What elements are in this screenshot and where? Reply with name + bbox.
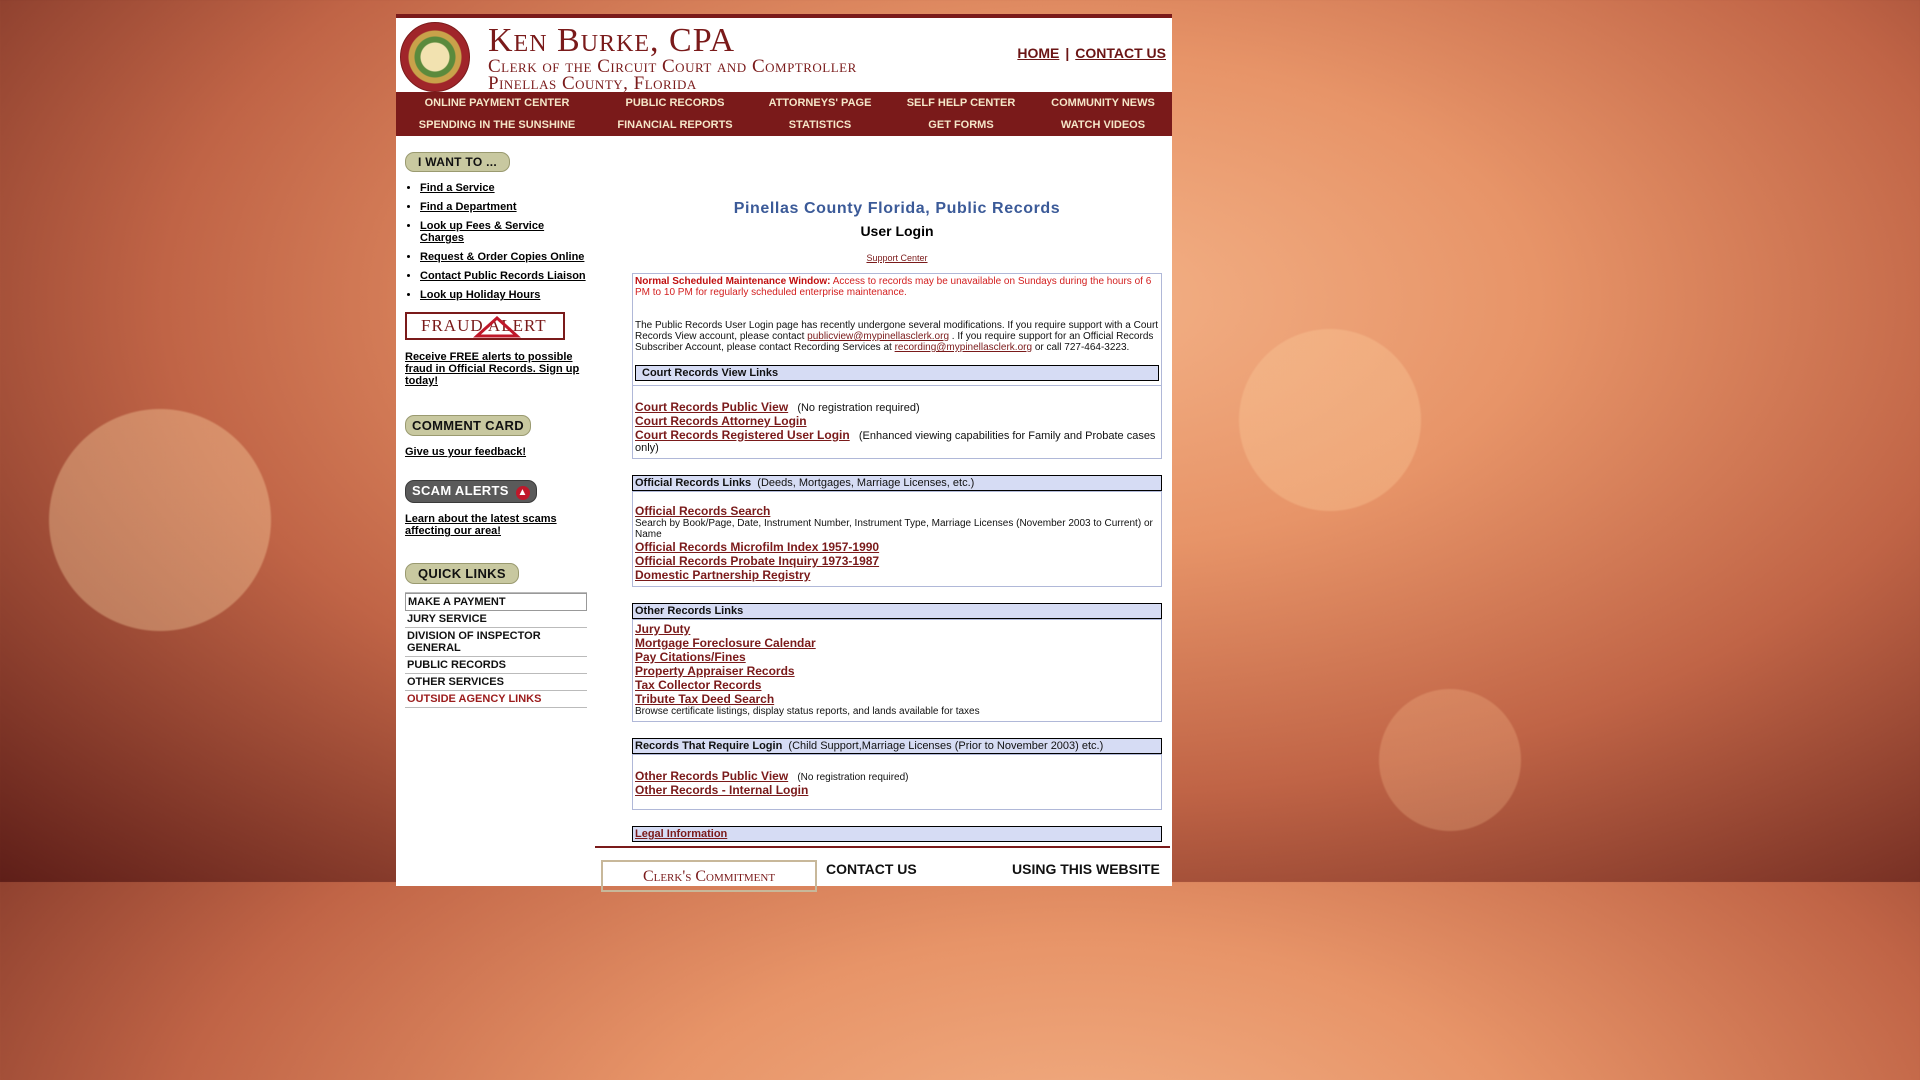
official-records-header-title: Official Records Links (635, 477, 752, 489)
fraud-alert-signup-link[interactable]: Receive FREE alerts to possible fraud in Official Records. Sign up today! (405, 351, 580, 387)
main-content (632, 152, 1162, 842)
official-probate-row (635, 554, 1159, 568)
maintenance-label: Normal Scheduled Maintenance Window: (635, 276, 831, 287)
legal-information-link[interactable]: Legal Information (635, 828, 728, 840)
nav-attorneys-page[interactable]: ATTORNEYS' PAGE (768, 97, 872, 109)
court-public-view-note: (No registration required) (797, 402, 920, 414)
contact-us-link[interactable]: CONTACT US (1075, 45, 1166, 61)
scam-alerts-link[interactable]: Learn about the latest scams affecting our area! (405, 513, 557, 537)
maintenance-text: Access to records may be unavailable on Sundays during the hours of 6 PM to 10 PM for regularly scheduled enterprise maintenance. (635, 276, 1152, 298)
nav-statistics[interactable]: STATISTICS (788, 119, 852, 131)
nav-financial-reports[interactable]: FINANCIAL REPORTS (617, 119, 733, 131)
fraud-alert-triangle-icon (467, 314, 527, 338)
court-records-attorney-login-link[interactable]: Court Records Attorney Login (635, 414, 807, 428)
footer (595, 846, 1170, 888)
quick-link-make-payment[interactable]: MAKE A PAYMENT (405, 593, 587, 611)
list-item (635, 692, 1159, 706)
scam-alerts-heading-text: SCAM ALERTS (412, 483, 509, 498)
court-records-public-view-link[interactable]: Court Records Public View (635, 400, 789, 414)
brand-subtitle-clerk: Clerk of the Circuit Court and Comptroller (488, 56, 857, 77)
court-registered-note: (Enhanced viewing capabilities for Family and Probate cases only) (635, 430, 1156, 454)
quick-link-jury-service[interactable]: JURY SERVICE (405, 611, 587, 628)
other-records-internal-login-link[interactable]: Other Records - Internal Login (635, 783, 809, 797)
login-required-header (632, 738, 1162, 754)
legal-information-bar (632, 826, 1162, 842)
page-title: Pinellas County Florida, Public Records (733, 200, 1061, 217)
quick-link-public-records[interactable]: PUBLIC RECORDS (405, 657, 587, 674)
list-item (635, 678, 1159, 692)
nav-public-records[interactable]: PUBLIC RECORDS (625, 97, 725, 109)
main-nav (396, 92, 1172, 136)
top-links-separator: | (1065, 45, 1070, 61)
login-notice (635, 320, 1159, 353)
official-records-header-note: (Deeds, Mortgages, Marriage Licenses, etc.) (757, 477, 975, 489)
holiday-hours-link[interactable]: Look up Holiday Hours (420, 289, 541, 301)
list-item (420, 201, 587, 213)
quick-link-outside-agency[interactable]: OUTSIDE AGENCY LINKS (405, 691, 587, 708)
request-copies-link[interactable]: Request & Order Copies Online (420, 251, 585, 263)
list-item (635, 664, 1159, 678)
list-item (420, 220, 587, 244)
other-records-header: Other Records Links (632, 603, 1162, 619)
list-item (635, 636, 1159, 650)
property-appraiser-link[interactable]: Property Appraiser Records (635, 664, 795, 678)
brand-subtitle-county: Pinellas County, Florida (488, 73, 697, 94)
official-records-box (632, 491, 1162, 587)
login-required-header-note: (Child Support,Marriage Licenses (Prior to November 2003) etc.) (788, 740, 1104, 752)
home-link[interactable]: HOME (1017, 45, 1060, 61)
notice-text-1: The Public Records User Login page has recently undergone several modifications. If you require support with a Court Records View account, please contact (635, 320, 1159, 342)
brand-name: Ken Burke, CPA (488, 22, 736, 59)
court-public-view-row (635, 400, 1159, 414)
court-attorney-row (635, 414, 1159, 428)
quick-link-other-services[interactable]: OTHER SERVICES (405, 674, 587, 691)
i-want-to-list (405, 182, 587, 301)
clerks-commitment-banner[interactable]: Clerk's Commitment (601, 860, 817, 892)
nav-watch-videos[interactable]: WATCH VIDEOS (1060, 119, 1146, 131)
quick-links-list (405, 592, 587, 708)
i-want-to-heading: I WANT TO ... (405, 152, 510, 172)
internal-login-row (635, 783, 1159, 797)
official-search-row (635, 504, 1159, 518)
official-records-header (632, 475, 1162, 491)
support-center (632, 253, 1162, 263)
notice-text-2: . If you require support for an Official Records Subscriber Account, please contact Recording Services at (635, 331, 1154, 353)
publicview-email-link[interactable]: publicview@mypinellasclerk.org (807, 331, 950, 342)
domestic-partnership-link[interactable]: Domestic Partnership Registry (635, 568, 811, 582)
official-records-microfilm-link[interactable]: Official Records Microfilm Index 1957-1990 (635, 540, 880, 554)
maintenance-notice-box (632, 273, 1162, 386)
nav-row-2 (396, 114, 1172, 136)
court-records-box (632, 386, 1162, 459)
tax-collector-link[interactable]: Tax Collector Records (635, 678, 762, 692)
quick-link-inspector-general[interactable]: DIVISION OF INSPECTOR GENERAL (405, 628, 587, 657)
page-subtitle: User Login (860, 223, 934, 239)
mortgage-foreclosure-link[interactable]: Mortgage Foreclosure Calendar (635, 636, 816, 650)
contact-liaison-link[interactable]: Contact Public Records Liaison (420, 270, 586, 282)
other-records-public-view-link[interactable]: Other Records Public View (635, 769, 789, 783)
warning-icon: ▲ (517, 487, 528, 498)
nav-community-news[interactable]: COMMUNITY NEWS (1051, 97, 1155, 109)
page-container (396, 14, 1172, 886)
find-a-service-link[interactable]: Find a Service (420, 182, 495, 194)
site-header (396, 18, 1172, 92)
look-up-fees-link[interactable]: Look up Fees & Service Charges (420, 220, 545, 244)
nav-self-help-center[interactable]: SELF HELP CENTER (906, 97, 1016, 109)
list-item (635, 650, 1159, 664)
tribute-note: Browse certificate listings, display status reports, and lands available for taxes (635, 706, 980, 717)
official-records-probate-link[interactable]: Official Records Probate Inquiry 1973-1987 (635, 554, 880, 568)
footer-contact-us-heading: CONTACT US (826, 861, 917, 877)
court-records-header: Court Records View Links (635, 365, 1159, 381)
county-seal-logo[interactable] (400, 22, 470, 92)
login-required-box (632, 754, 1162, 810)
maintenance-notice (635, 276, 1159, 298)
fraud-alert-logo[interactable] (405, 312, 565, 340)
list-item (635, 622, 1159, 636)
court-records-registered-login-link[interactable]: Court Records Registered User Login (635, 428, 850, 442)
nav-online-payment-center[interactable]: ONLINE PAYMENT CENTER (424, 97, 570, 109)
official-search-note: Search by Book/Page, Date, Instrument Number, Instrument Type, Marriage Licenses (November 2003 to Current) or Name (635, 518, 1153, 540)
login-required-header-title: Records That Require Login (635, 740, 783, 752)
official-records-search-link[interactable]: Official Records Search (635, 504, 771, 518)
list-item (420, 289, 587, 301)
list-item (420, 270, 587, 282)
find-a-department-link[interactable]: Find a Department (420, 201, 517, 213)
pay-citations-link[interactable]: Pay Citations/Fines (635, 650, 746, 664)
list-item (420, 251, 587, 263)
scam-alerts-heading[interactable] (405, 480, 537, 503)
comment-card-heading[interactable]: COMMENT CARD (405, 415, 531, 436)
list-item (420, 182, 587, 194)
feedback-link[interactable]: Give us your feedback! (405, 446, 527, 458)
official-microfilm-row (635, 540, 1159, 554)
top-links (1011, 45, 1172, 61)
domestic-partnership-row (635, 568, 1159, 582)
fraud-alert-logo-text: FRAUD ALERT (421, 316, 547, 335)
support-center-link[interactable]: Support Center (866, 253, 928, 263)
court-registered-row (635, 428, 1159, 454)
other-records-box (632, 619, 1162, 722)
quick-links-heading: QUICK LINKS (405, 563, 519, 584)
sidebar (405, 152, 587, 708)
nav-spending-in-the-sunshine[interactable]: SPENDING IN THE SUNSHINE (418, 119, 576, 131)
footer-using-website-heading: USING THIS WEBSITE (1012, 861, 1160, 877)
other-public-view-note: (No registration required) (797, 772, 909, 783)
nav-get-forms[interactable]: GET FORMS (928, 119, 994, 131)
notice-text-3: or call 727-464-3223. (1034, 342, 1130, 353)
jury-duty-link[interactable]: Jury Duty (635, 622, 691, 636)
other-public-view-row (635, 769, 1159, 783)
recording-email-link[interactable]: recording@mypinellasclerk.org (894, 342, 1033, 353)
nav-row-1 (396, 92, 1172, 114)
tribute-tax-deed-link[interactable]: Tribute Tax Deed Search (635, 692, 775, 706)
